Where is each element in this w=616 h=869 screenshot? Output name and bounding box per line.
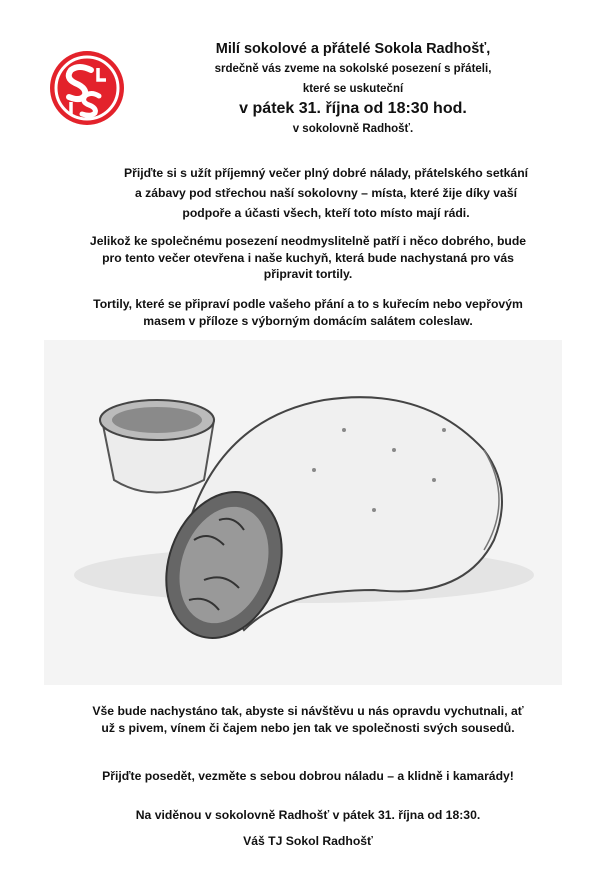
paragraph-kitchen: [0, 233, 616, 283]
text-line: Jelikož ke společnému posezení neodmyslitelně patří i něco dobrého, bude: [89, 234, 527, 248]
tortilla-sketch-image: [44, 340, 562, 685]
invite-line-2: které se uskuteční: [302, 83, 404, 95]
paragraph-tortillas: [0, 296, 616, 329]
paragraph-see-you: Na viděnou v sokolovně Radhošť v pátek 31. října od 18:30.: [135, 808, 481, 822]
text-line: masem v příloze s výborným domácím salátem coleslaw.: [143, 313, 473, 328]
event-place: v sokolovně Radhošť.: [292, 123, 414, 135]
signature: Váš TJ Sokol Radhošť: [243, 834, 373, 848]
paragraph-intro: [0, 163, 616, 223]
text-line: pro tento večer otevřena i naše kuchyň, která bude nachystaná pro vás: [102, 250, 514, 265]
text-line: Přijďte si s užít příjemný večer plný dobré nálady, přátelského setkání: [123, 166, 529, 180]
text-line: už s pivem, vínem či čajem nebo jen tak ve společnosti svých sousedů.: [101, 720, 515, 735]
text-line: připravit tortily.: [263, 267, 353, 281]
greeting: Milí sokolové a přátelé Sokola Radhošť,: [215, 41, 491, 57]
text-line: podpoře a účasti všech, kteří toto místo mají rádi.: [182, 206, 470, 220]
event-date: v pátek 31. října od 18:30 hod.: [239, 100, 467, 117]
paragraph-invite: Přijďte posedět, vezměte s sebou dobrou náladu – a klidně i kamarády!: [102, 769, 514, 783]
paragraph-enjoy: [0, 703, 616, 736]
invite-line: srdečně vás zveme na sokolské posezení s přáteli,: [214, 63, 492, 75]
text-line: Vše bude nachystáno tak, abyste si návštěvu u nás opravdu vychutnali, ať: [92, 704, 524, 718]
text-line: Tortily, které se připraví podle vašeho přání a to s kuřecím nebo vepřovým: [93, 297, 523, 311]
text-line: a zábavy pod střechou naší sokolovny – místa, které žije díky vaší: [134, 186, 518, 200]
